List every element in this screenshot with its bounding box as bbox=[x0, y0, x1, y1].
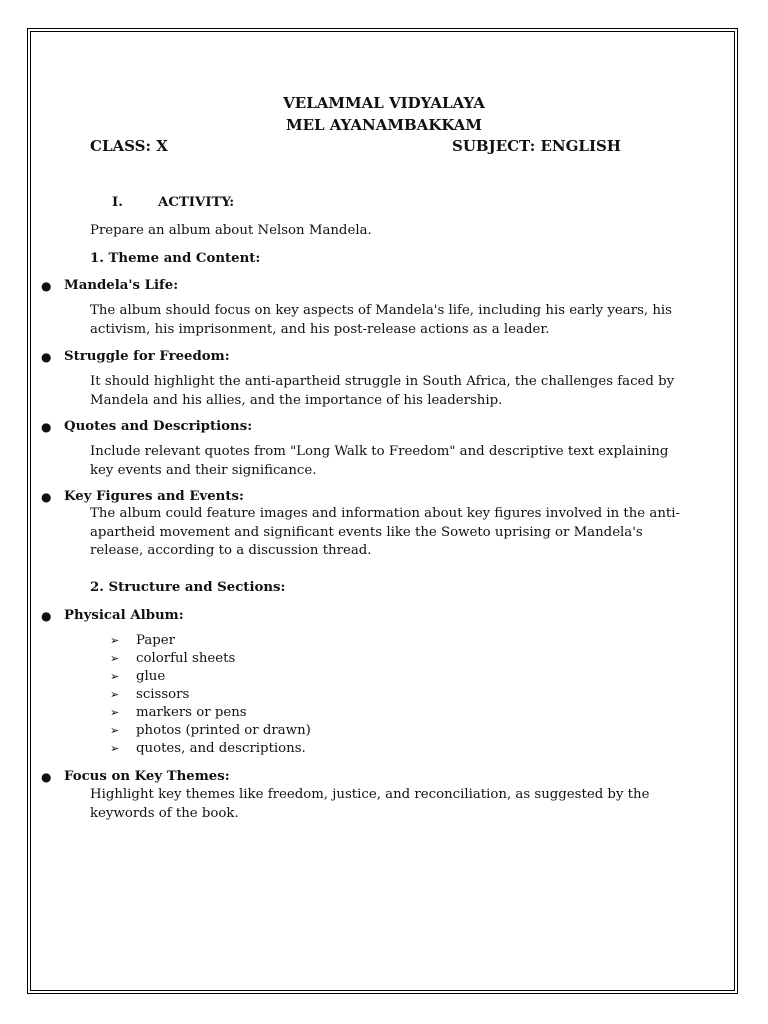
material-label: colorful sheets bbox=[136, 651, 236, 666]
material-item bbox=[110, 686, 189, 704]
focus-text: Highlight key themes like freedom, justice, and reconciliation, as suggested by the keywords of the book. bbox=[90, 787, 650, 821]
arrow-bullet-icon: ➢ bbox=[110, 706, 120, 719]
school-name: VELAMMAL VIDYALAYA bbox=[283, 94, 485, 112]
bullet-icon: ● bbox=[41, 279, 52, 293]
material-item bbox=[110, 704, 247, 722]
material-item bbox=[110, 668, 165, 686]
arrow-bullet-icon: ➢ bbox=[110, 742, 120, 755]
material-label: quotes, and descriptions. bbox=[136, 741, 306, 756]
arrow-bullet-icon: ➢ bbox=[110, 634, 120, 647]
class-label: CLASS: X bbox=[90, 137, 168, 155]
bullet-icon: ● bbox=[41, 350, 52, 364]
arrow-bullet-icon: ➢ bbox=[110, 724, 120, 737]
struggle-text: It should highlight the anti-apartheid struggle in South Africa, the challenges faced by Mandela and his allies, and the importance of his leadership. bbox=[90, 374, 675, 408]
material-label: photos (printed or drawn) bbox=[136, 723, 311, 738]
material-label: Paper bbox=[136, 633, 176, 648]
school-location: MEL AYANAMBAKKAM bbox=[285, 116, 483, 134]
bullet-icon: ● bbox=[41, 490, 52, 504]
quotes-heading: Quotes and Descriptions: bbox=[64, 419, 253, 434]
activity-intro: Prepare an album about Nelson Mandela. bbox=[90, 223, 372, 238]
physical-album-heading: Physical Album: bbox=[64, 608, 184, 623]
key-figures-text: The album could feature images and information about key figures involved in the anti-apartheid movement and significant events like the Soweto uprising or Mandela's release, according to a discussion thread. bbox=[90, 506, 680, 558]
mandela-life-text: The album should focus on key aspects of Mandela's life, including his early years, his activism, his imprisonment, and his post-release actions as a leader. bbox=[90, 303, 673, 337]
key-figures-heading: Key Figures and Events: bbox=[64, 489, 244, 504]
material-item bbox=[110, 722, 311, 740]
material-label: glue bbox=[136, 669, 166, 684]
material-label: scissors bbox=[136, 687, 190, 702]
focus-heading: Focus on Key Themes: bbox=[64, 769, 230, 784]
section1-title: 1. Theme and Content: bbox=[90, 251, 261, 266]
arrow-bullet-icon: ➢ bbox=[110, 670, 120, 683]
bullet-icon: ● bbox=[41, 770, 52, 784]
arrow-bullet-icon: ➢ bbox=[110, 688, 120, 701]
arrow-bullet-icon: ➢ bbox=[110, 652, 120, 665]
quotes-text: Include relevant quotes from "Long Walk to Freedom" and descriptive text explaining key events and their significance. bbox=[90, 444, 669, 478]
subject-label: SUBJECT: ENGLISH bbox=[452, 137, 621, 155]
activity-title: ACTIVITY: bbox=[158, 195, 235, 210]
struggle-heading: Struggle for Freedom: bbox=[64, 349, 230, 364]
section2-title: 2. Structure and Sections: bbox=[90, 580, 286, 595]
mandela-life-heading: Mandela's Life: bbox=[64, 278, 179, 293]
activity-numeral: I. bbox=[112, 195, 123, 210]
bullet-icon: ● bbox=[41, 420, 52, 434]
material-label: markers or pens bbox=[136, 705, 247, 720]
bullet-icon: ● bbox=[41, 609, 52, 623]
material-item bbox=[110, 740, 306, 758]
material-item bbox=[110, 650, 235, 668]
material-item bbox=[110, 632, 175, 650]
